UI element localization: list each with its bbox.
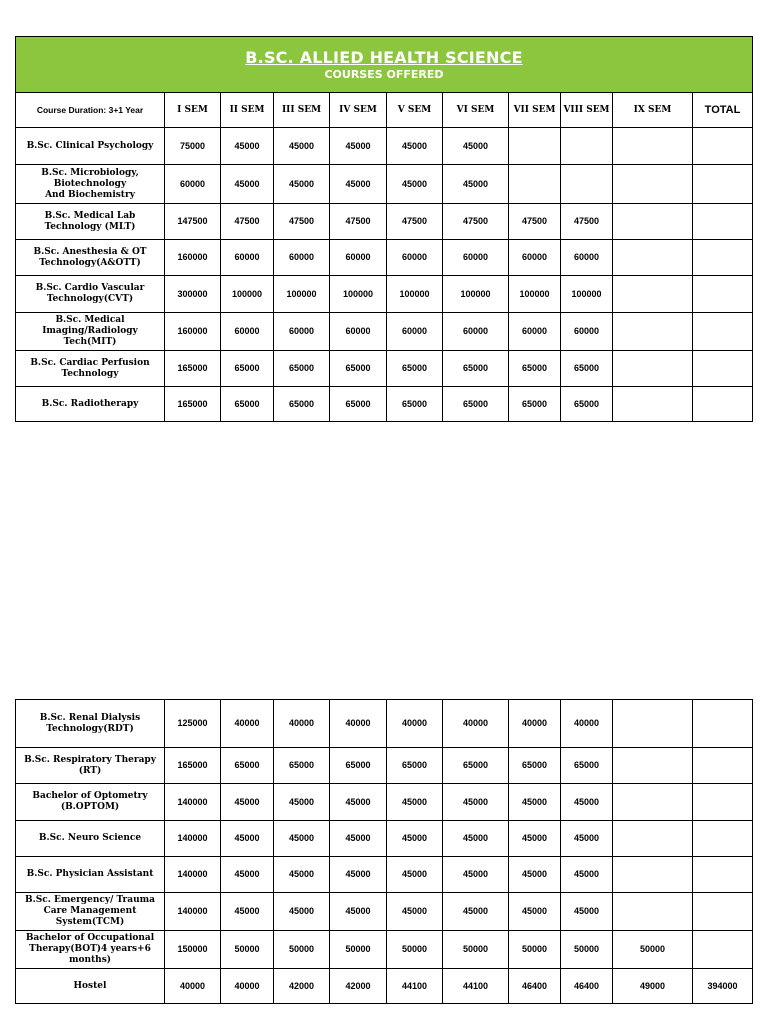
- sem-1-fee-cell: 160000: [165, 240, 221, 276]
- sem-7-fee-cell: 60000: [509, 240, 561, 276]
- course-name-line: B.Sc. Renal Dialysis: [39, 712, 141, 723]
- course-name-line: Tech(MIT): [63, 337, 117, 347]
- sem-6-fee-cell: 40000: [443, 700, 509, 748]
- title-row: [16, 37, 753, 93]
- sem-6-fee-cell: 45000: [443, 784, 509, 821]
- sem-2-fee-cell: 40000: [221, 969, 274, 1004]
- sem-4-fee-cell: 47500: [330, 204, 387, 240]
- sem-3-fee-cell: 45000: [274, 893, 330, 931]
- course-name-line: Technology(A&OTT): [39, 257, 141, 268]
- sem-3-fee-cell: 45000: [274, 857, 330, 893]
- sem-7-fee-cell: 65000: [509, 351, 561, 387]
- sem-1-fee-cell: 165000: [165, 351, 221, 387]
- table-row: [16, 893, 753, 931]
- sem-8-fee-cell: [561, 128, 613, 165]
- sem-8-fee-cell: 65000: [561, 748, 613, 784]
- sem-4-fee-cell: 42000: [330, 969, 387, 1004]
- course-name-line: B.Sc. Anesthesia & OT: [33, 246, 147, 257]
- sem-3-fee-cell: 47500: [274, 204, 330, 240]
- sem-5-fee-cell: 60000: [387, 313, 443, 351]
- sem-3-fee-cell: 45000: [274, 784, 330, 821]
- course-name-line: (RT): [78, 765, 102, 776]
- sem-3-fee-cell: 45000: [274, 128, 330, 165]
- sem-4-fee-cell: 65000: [330, 351, 387, 387]
- course-name-cell: [16, 700, 165, 748]
- sem-7-fee-cell: 65000: [509, 748, 561, 784]
- course-name-cell: [16, 165, 165, 204]
- course-name-line: B.Sc. Clinical Psychology: [26, 140, 154, 151]
- column-header-sem-4: IV SEM: [330, 93, 387, 128]
- sem-9-fee-cell: [613, 387, 693, 422]
- sem-3-fee-cell: 100000: [274, 276, 330, 313]
- sem-3-fee-cell: 60000: [274, 313, 330, 351]
- sem-9-fee-cell: [613, 857, 693, 893]
- sem-5-fee-cell: 44100: [387, 969, 443, 1004]
- total-fee-cell: [693, 276, 753, 313]
- column-header-duration: Course Duration: 3+1 Year: [16, 93, 165, 128]
- sem-6-fee-cell: 60000: [443, 313, 509, 351]
- course-name-line: Technology(CVT): [46, 294, 134, 304]
- sem-2-fee-cell: 60000: [221, 240, 274, 276]
- sem-9-fee-cell: [613, 821, 693, 857]
- sem-7-fee-cell: 46400: [509, 969, 561, 1004]
- course-name-cell: [16, 784, 165, 821]
- sem-1-fee-cell: 125000: [165, 700, 221, 748]
- table-row: [16, 128, 753, 165]
- sem-7-fee-cell: 45000: [509, 784, 561, 821]
- course-name-line: B.Sc. Cardiac Perfusion: [30, 357, 150, 368]
- sem-5-fee-cell: 45000: [387, 857, 443, 893]
- fee-table-1: [15, 36, 753, 422]
- sem-3-fee-cell: 45000: [274, 821, 330, 857]
- course-name-line: B.Sc. Emergency/ Trauma: [24, 895, 156, 905]
- sem-2-fee-cell: 65000: [221, 351, 274, 387]
- sem-5-fee-cell: 45000: [387, 165, 443, 204]
- sem-4-fee-cell: 45000: [330, 857, 387, 893]
- column-header-sem-3: III SEM: [274, 93, 330, 128]
- table-row: [16, 387, 753, 422]
- course-name-line: B.Sc. Cardio Vascular: [35, 283, 145, 293]
- sem-5-fee-cell: 65000: [387, 351, 443, 387]
- sem-5-fee-cell: 65000: [387, 387, 443, 422]
- sem-6-fee-cell: 47500: [443, 204, 509, 240]
- course-name-cell: [16, 351, 165, 387]
- sem-5-fee-cell: 60000: [387, 240, 443, 276]
- sem-4-fee-cell: 60000: [330, 240, 387, 276]
- sem-8-fee-cell: 65000: [561, 351, 613, 387]
- sem-8-fee-cell: 46400: [561, 969, 613, 1004]
- sem-2-fee-cell: 65000: [221, 748, 274, 784]
- sem-1-fee-cell: 300000: [165, 276, 221, 313]
- sem-6-fee-cell: 45000: [443, 128, 509, 165]
- sem-6-fee-cell: 100000: [443, 276, 509, 313]
- sem-6-fee-cell: 65000: [443, 351, 509, 387]
- course-name-line: B.Sc. Medical Lab: [44, 210, 136, 221]
- column-header-sem-6: VI SEM: [443, 93, 509, 128]
- sem-9-fee-cell: [613, 700, 693, 748]
- sem-7-fee-cell: 45000: [509, 821, 561, 857]
- table-row: [16, 165, 753, 204]
- sem-2-fee-cell: 60000: [221, 313, 274, 351]
- course-name-cell: [16, 857, 165, 893]
- sem-8-fee-cell: 45000: [561, 857, 613, 893]
- sem-3-fee-cell: 42000: [274, 969, 330, 1004]
- sem-6-fee-cell: 45000: [443, 821, 509, 857]
- course-name-cell: [16, 387, 165, 422]
- table-row: [16, 857, 753, 893]
- sem-9-fee-cell: [613, 128, 693, 165]
- course-name-cell: [16, 931, 165, 969]
- table-row: [16, 821, 753, 857]
- total-fee-cell: [693, 931, 753, 969]
- sem-8-fee-cell: [561, 165, 613, 204]
- sem-2-fee-cell: 45000: [221, 128, 274, 165]
- sem-7-fee-cell: 65000: [509, 387, 561, 422]
- total-fee-cell: [693, 857, 753, 893]
- sem-8-fee-cell: 45000: [561, 893, 613, 931]
- course-name-cell: [16, 893, 165, 931]
- sem-3-fee-cell: 40000: [274, 700, 330, 748]
- sem-7-fee-cell: 100000: [509, 276, 561, 313]
- sem-1-fee-cell: 165000: [165, 387, 221, 422]
- table-row: [16, 204, 753, 240]
- sem-4-fee-cell: 45000: [330, 893, 387, 931]
- page-subtitle: COURSES OFFERED: [324, 67, 444, 81]
- sem-6-fee-cell: 44100: [443, 969, 509, 1004]
- sem-5-fee-cell: 40000: [387, 700, 443, 748]
- sem-4-fee-cell: 65000: [330, 387, 387, 422]
- total-fee-cell: [693, 821, 753, 857]
- sem-9-fee-cell: [613, 240, 693, 276]
- sem-8-fee-cell: 65000: [561, 387, 613, 422]
- sem-1-fee-cell: 140000: [165, 821, 221, 857]
- course-name-cell: [16, 240, 165, 276]
- course-name-cell: [16, 313, 165, 351]
- sem-2-fee-cell: 45000: [221, 893, 274, 931]
- sem-7-fee-cell: 50000: [509, 931, 561, 969]
- table-2-body: [16, 700, 753, 1004]
- sem-7-fee-cell: 45000: [509, 857, 561, 893]
- course-name-line: Technology (MLT): [44, 221, 136, 232]
- sem-9-fee-cell: [613, 165, 693, 204]
- sem-4-fee-cell: 45000: [330, 784, 387, 821]
- total-fee-cell: [693, 784, 753, 821]
- sem-3-fee-cell: 65000: [274, 387, 330, 422]
- sem-4-fee-cell: 45000: [330, 128, 387, 165]
- sem-6-fee-cell: 45000: [443, 857, 509, 893]
- sem-2-fee-cell: 100000: [221, 276, 274, 313]
- sem-4-fee-cell: 50000: [330, 931, 387, 969]
- sem-8-fee-cell: 60000: [561, 240, 613, 276]
- sem-4-fee-cell: 45000: [330, 165, 387, 204]
- sem-6-fee-cell: 45000: [443, 165, 509, 204]
- course-name-cell: [16, 821, 165, 857]
- title-banner: [16, 37, 753, 93]
- sem-8-fee-cell: 45000: [561, 821, 613, 857]
- sem-3-fee-cell: 60000: [274, 240, 330, 276]
- column-header-sem-5: V SEM: [387, 93, 443, 128]
- sem-1-fee-cell: 75000: [165, 128, 221, 165]
- total-fee-cell: [693, 204, 753, 240]
- course-name-cell: [16, 128, 165, 165]
- sem-1-fee-cell: 140000: [165, 784, 221, 821]
- page-title: B.SC. ALLIED HEALTH SCIENCE: [245, 47, 523, 67]
- column-header-sem-2: II SEM: [221, 93, 274, 128]
- sem-2-fee-cell: 45000: [221, 821, 274, 857]
- sem-4-fee-cell: 65000: [330, 748, 387, 784]
- sem-5-fee-cell: 45000: [387, 128, 443, 165]
- sem-7-fee-cell: 45000: [509, 893, 561, 931]
- sem-9-fee-cell: [613, 893, 693, 931]
- sem-5-fee-cell: 65000: [387, 748, 443, 784]
- sem-7-fee-cell: 40000: [509, 700, 561, 748]
- course-name-line: Imaging/Radiology: [42, 326, 138, 336]
- sem-5-fee-cell: 45000: [387, 893, 443, 931]
- course-name-line: months): [68, 955, 112, 965]
- table-row: [16, 748, 753, 784]
- table-row: [16, 276, 753, 313]
- sem-6-fee-cell: 60000: [443, 240, 509, 276]
- sem-1-fee-cell: 160000: [165, 313, 221, 351]
- total-fee-cell: [693, 700, 753, 748]
- sem-2-fee-cell: 40000: [221, 700, 274, 748]
- sem-5-fee-cell: 50000: [387, 931, 443, 969]
- sem-1-fee-cell: 140000: [165, 857, 221, 893]
- course-name-line: Hostel: [73, 980, 107, 991]
- column-header-row: [16, 93, 753, 128]
- sem-2-fee-cell: 45000: [221, 165, 274, 204]
- course-name-cell: [16, 276, 165, 313]
- course-name-line: Care Management: [43, 906, 137, 916]
- sem-9-fee-cell: [613, 204, 693, 240]
- sem-2-fee-cell: 50000: [221, 931, 274, 969]
- total-fee-cell: [693, 893, 753, 931]
- column-header-sem-8: VIII SEM: [561, 93, 613, 128]
- sem-4-fee-cell: 40000: [330, 700, 387, 748]
- sem-3-fee-cell: 65000: [274, 351, 330, 387]
- course-name-line: Bachelor of Occupational: [25, 933, 155, 943]
- sem-1-fee-cell: 165000: [165, 748, 221, 784]
- sem-9-fee-cell: 49000: [613, 969, 693, 1004]
- sem-2-fee-cell: 45000: [221, 857, 274, 893]
- course-name-line: Biotechnology: [53, 178, 127, 189]
- sem-7-fee-cell: 60000: [509, 313, 561, 351]
- sem-9-fee-cell: [613, 748, 693, 784]
- course-name-line: Technology: [61, 368, 119, 379]
- sem-6-fee-cell: 50000: [443, 931, 509, 969]
- column-header-sem-7: VII SEM: [509, 93, 561, 128]
- column-header-total: TOTAL: [693, 93, 753, 128]
- sem-6-fee-cell: 45000: [443, 893, 509, 931]
- sem-6-fee-cell: 65000: [443, 748, 509, 784]
- course-name-cell: [16, 748, 165, 784]
- sem-4-fee-cell: 45000: [330, 821, 387, 857]
- sem-9-fee-cell: [613, 351, 693, 387]
- sem-2-fee-cell: 65000: [221, 387, 274, 422]
- course-name-line: B.Sc. Neuro Science: [38, 833, 142, 843]
- table-row: [16, 240, 753, 276]
- sem-7-fee-cell: [509, 128, 561, 165]
- total-fee-cell: 394000: [693, 969, 753, 1004]
- sem-5-fee-cell: 47500: [387, 204, 443, 240]
- course-name-line: B.Sc. Physician Assistant: [26, 869, 154, 879]
- total-fee-cell: [693, 128, 753, 165]
- sem-9-fee-cell: 50000: [613, 931, 693, 969]
- sem-9-fee-cell: [613, 784, 693, 821]
- total-fee-cell: [693, 387, 753, 422]
- table-row: [16, 313, 753, 351]
- course-name-line: B.Sc. Respiratory Therapy: [24, 754, 156, 765]
- table-row: [16, 700, 753, 748]
- column-header-sem-1: I SEM: [165, 93, 221, 128]
- sem-7-fee-cell: [509, 165, 561, 204]
- sem-1-fee-cell: 150000: [165, 931, 221, 969]
- course-name-line: (B.OPTOM): [60, 802, 120, 812]
- sem-4-fee-cell: 60000: [330, 313, 387, 351]
- sem-8-fee-cell: 50000: [561, 931, 613, 969]
- course-name-line: B.Sc. Medical: [55, 315, 125, 325]
- total-fee-cell: [693, 748, 753, 784]
- table-row: [16, 784, 753, 821]
- fee-table-2: [15, 699, 753, 1004]
- course-name-line: And Biochemistry: [45, 189, 135, 200]
- course-name-line: B.Sc. Microbiology,: [41, 167, 139, 178]
- table-1-body: [16, 128, 753, 422]
- course-name-cell: [16, 969, 165, 1004]
- sem-8-fee-cell: 47500: [561, 204, 613, 240]
- sem-8-fee-cell: 40000: [561, 700, 613, 748]
- sem-1-fee-cell: 147500: [165, 204, 221, 240]
- total-fee-cell: [693, 165, 753, 204]
- total-fee-cell: [693, 351, 753, 387]
- sem-3-fee-cell: 65000: [274, 748, 330, 784]
- sem-1-fee-cell: 140000: [165, 893, 221, 931]
- sem-3-fee-cell: 45000: [274, 165, 330, 204]
- sem-5-fee-cell: 100000: [387, 276, 443, 313]
- course-name-line: Bachelor of Optometry: [32, 791, 148, 801]
- course-name-line: Technology(RDT): [46, 723, 134, 734]
- course-name-line: System(TCM): [55, 917, 125, 927]
- sem-2-fee-cell: 45000: [221, 784, 274, 821]
- course-name-line: B.Sc. Radiotherapy: [41, 398, 139, 409]
- table-row: [16, 931, 753, 969]
- sem-5-fee-cell: 45000: [387, 821, 443, 857]
- course-name-line: Therapy(BOT)4 years+6: [29, 944, 151, 954]
- sem-2-fee-cell: 47500: [221, 204, 274, 240]
- sem-5-fee-cell: 45000: [387, 784, 443, 821]
- sem-3-fee-cell: 50000: [274, 931, 330, 969]
- column-header-sem-9: IX SEM: [613, 93, 693, 128]
- sem-7-fee-cell: 47500: [509, 204, 561, 240]
- course-name-cell: [16, 204, 165, 240]
- sem-9-fee-cell: [613, 313, 693, 351]
- sem-4-fee-cell: 100000: [330, 276, 387, 313]
- table-row: [16, 969, 753, 1004]
- sem-9-fee-cell: [613, 276, 693, 313]
- sem-6-fee-cell: 65000: [443, 387, 509, 422]
- table-row: [16, 351, 753, 387]
- sem-1-fee-cell: 40000: [165, 969, 221, 1004]
- sem-8-fee-cell: 100000: [561, 276, 613, 313]
- total-fee-cell: [693, 313, 753, 351]
- sem-8-fee-cell: 60000: [561, 313, 613, 351]
- total-fee-cell: [693, 240, 753, 276]
- sem-8-fee-cell: 45000: [561, 784, 613, 821]
- sem-1-fee-cell: 60000: [165, 165, 221, 204]
